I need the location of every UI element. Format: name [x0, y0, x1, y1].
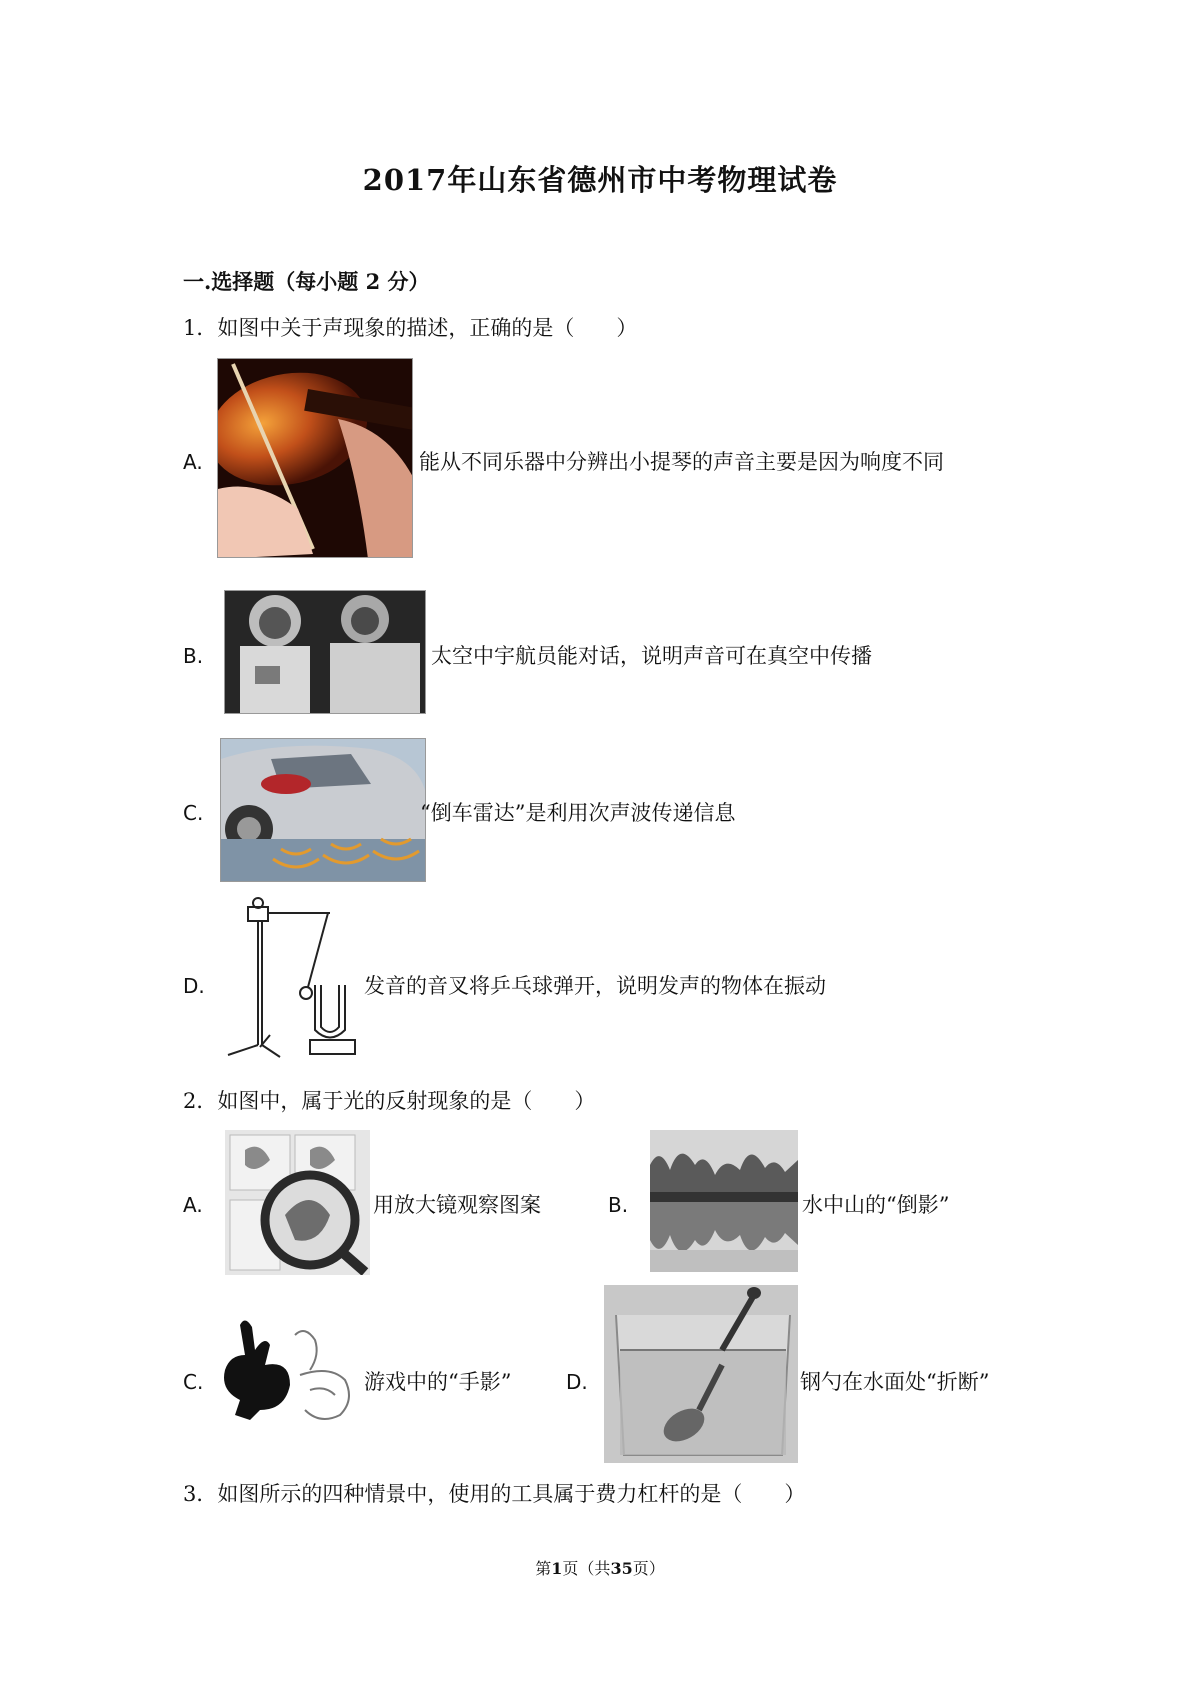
question-1-stem: 1．如图中关于声现象的描述，正确的是（ ）	[183, 316, 638, 340]
option-text: “倒车雷达”是利用次声波传递信息	[420, 801, 736, 825]
tuning-fork-diagram	[220, 895, 360, 1065]
hand-shadow-photo	[220, 1315, 360, 1430]
magnifier-photo	[225, 1130, 370, 1275]
mountain-reflection-photo	[650, 1130, 798, 1272]
footer-suffix: 页）	[632, 1559, 665, 1578]
astronauts-photo	[224, 590, 426, 714]
option-letter: D.	[566, 1370, 588, 1394]
option-text: 用放大镜观察图案	[373, 1193, 541, 1217]
option-letter: C.	[183, 801, 204, 825]
option-letter: C.	[183, 1370, 204, 1394]
section-heading: 一.选择题（每小题 2 分）	[183, 269, 430, 294]
footer-page-number: 1	[551, 1559, 563, 1578]
footer-prefix: 第	[535, 1559, 552, 1578]
option-letter: D.	[183, 974, 205, 998]
option-text: 钢勺在水面处“折断”	[800, 1370, 990, 1394]
option-letter: B.	[183, 644, 204, 668]
option-text: 能从不同乐器中分辨出小提琴的声音主要是因为响度不同	[419, 450, 944, 474]
violin-photo	[217, 358, 413, 558]
page-footer	[0, 1556, 1200, 1579]
page-title: 2017年山东省德州市中考物理试卷	[362, 163, 838, 197]
reversing-radar-photo	[220, 738, 426, 882]
footer-total-pages: 35	[610, 1559, 633, 1578]
option-text: 发音的音叉将乒乓球弹开，说明发声的物体在振动	[364, 974, 826, 998]
spoon-in-water-photo	[604, 1285, 798, 1463]
option-text: 游戏中的“手影”	[364, 1370, 512, 1394]
option-letter: A.	[183, 1193, 203, 1217]
question-3-stem: 3．如图所示的四种情景中，使用的工具属于费力杠杆的是（ ）	[183, 1482, 806, 1506]
question-2-stem: 2．如图中，属于光的反射现象的是（ ）	[183, 1089, 596, 1113]
option-letter: A.	[183, 450, 203, 474]
option-text: 水中山的“倒影”	[802, 1193, 950, 1217]
footer-middle: 页（共	[562, 1559, 611, 1578]
option-text: 太空中宇航员能对话，说明声音可在真空中传播	[431, 644, 872, 668]
option-letter: B.	[608, 1193, 629, 1217]
